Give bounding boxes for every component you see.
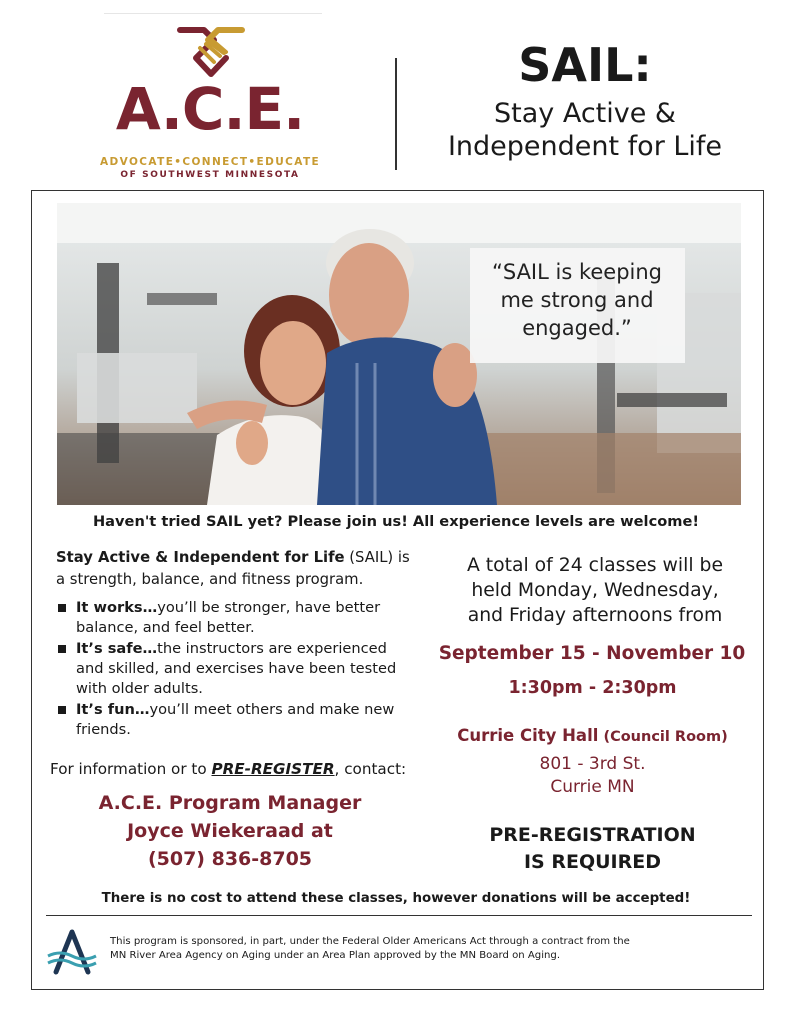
program-abbrev: (SAIL) is <box>344 549 410 566</box>
contact-role: A.C.E. Program Manager <box>98 792 362 814</box>
venue-city: Currie MN <box>550 777 635 797</box>
benefit-text: the instructors are experienced and skilled, and exercises have been tested with older adults. <box>76 640 397 697</box>
logo-top-divider <box>104 13 322 14</box>
benefit-text: you’ll be stronger, have better balance, and feel better. <box>76 599 381 636</box>
contact-instructions <box>50 760 430 778</box>
invitation-headline: Haven't tried SAIL yet? Please join us! All experience levels are welcome! <box>92 513 700 530</box>
bullet-square-icon <box>58 706 66 714</box>
benefit-lead: It’s safe… <box>76 640 158 657</box>
bullet-square-icon <box>58 604 66 612</box>
quote-line: me strong and <box>500 288 654 312</box>
handshake-heart-icon <box>174 22 248 78</box>
page-title: SAIL: <box>518 38 652 92</box>
schedule-line: and Friday afternoons from <box>467 605 723 626</box>
venue-hall: Currie City Hall <box>457 726 599 745</box>
program-description: a strength, balance, and fitness program. <box>56 571 364 588</box>
benefit-lead: It’s fun… <box>76 701 150 718</box>
agency-logo-icon <box>44 926 100 980</box>
logo-wordmark: A.C.E. <box>115 75 305 143</box>
prereg-line: IS REQUIRED <box>523 851 661 873</box>
preregistration-notice <box>440 822 745 876</box>
sponsor-line: MN River Area Agency on Aging under an Area Plan approved by the MN Board on Aging. <box>110 950 561 961</box>
schedule-description <box>440 553 750 628</box>
pre-register-emphasis: PRE-REGISTER <box>211 760 335 778</box>
schedule-line: A total of 24 classes will be <box>466 555 724 576</box>
cost-note: There is no cost to attend these classes, however donations will be accepted! <box>101 891 691 906</box>
sponsor-line: This program is sponsored, in part, under the Federal Older Americans Act through a contract from the <box>110 936 630 947</box>
subtitle-line-2: Independent for Life <box>447 131 723 162</box>
header-divider <box>395 58 397 170</box>
quote-line: “SAIL is keeping <box>491 260 663 284</box>
benefit-item <box>58 700 418 740</box>
schedule-line: held Monday, Wednesday, <box>471 580 719 601</box>
prereg-line: PRE-REGISTRATION <box>489 824 696 846</box>
date-range: September 15 - November 10 <box>438 643 746 664</box>
benefit-item <box>58 598 418 638</box>
logo-region: OF SOUTHWEST MINNESOTA <box>120 170 300 180</box>
logo-tagline: ADVOCATE•CONNECT•EDUCATE <box>100 156 321 168</box>
contact-name: Joyce Wiekeraad at <box>127 820 333 842</box>
quote-line: engaged.” <box>522 316 632 340</box>
contact-suffix: , contact: <box>334 760 407 778</box>
contact-phone: (507) 836-8705 <box>147 848 313 870</box>
page-subtitle <box>420 97 750 163</box>
sponsor-statement <box>110 935 730 963</box>
venue-name <box>440 726 745 745</box>
program-intro <box>56 547 426 591</box>
benefit-lead: It works… <box>76 599 158 616</box>
subtitle-line-1: Stay Active & <box>494 98 676 129</box>
program-name: Stay Active & Independent for Life <box>56 549 345 566</box>
venue-room: (Council Room) <box>598 729 728 745</box>
time-range: 1:30pm - 2:30pm <box>508 678 677 698</box>
testimonial-quote <box>482 258 672 342</box>
venue-street: 801 - 3rd St. <box>539 754 646 774</box>
footer-divider <box>46 915 752 916</box>
benefit-text: you’ll meet others and make new friends. <box>76 701 395 738</box>
benefit-item <box>58 639 418 699</box>
bullet-square-icon <box>58 645 66 653</box>
contact-prefix: For information or to <box>50 760 212 778</box>
